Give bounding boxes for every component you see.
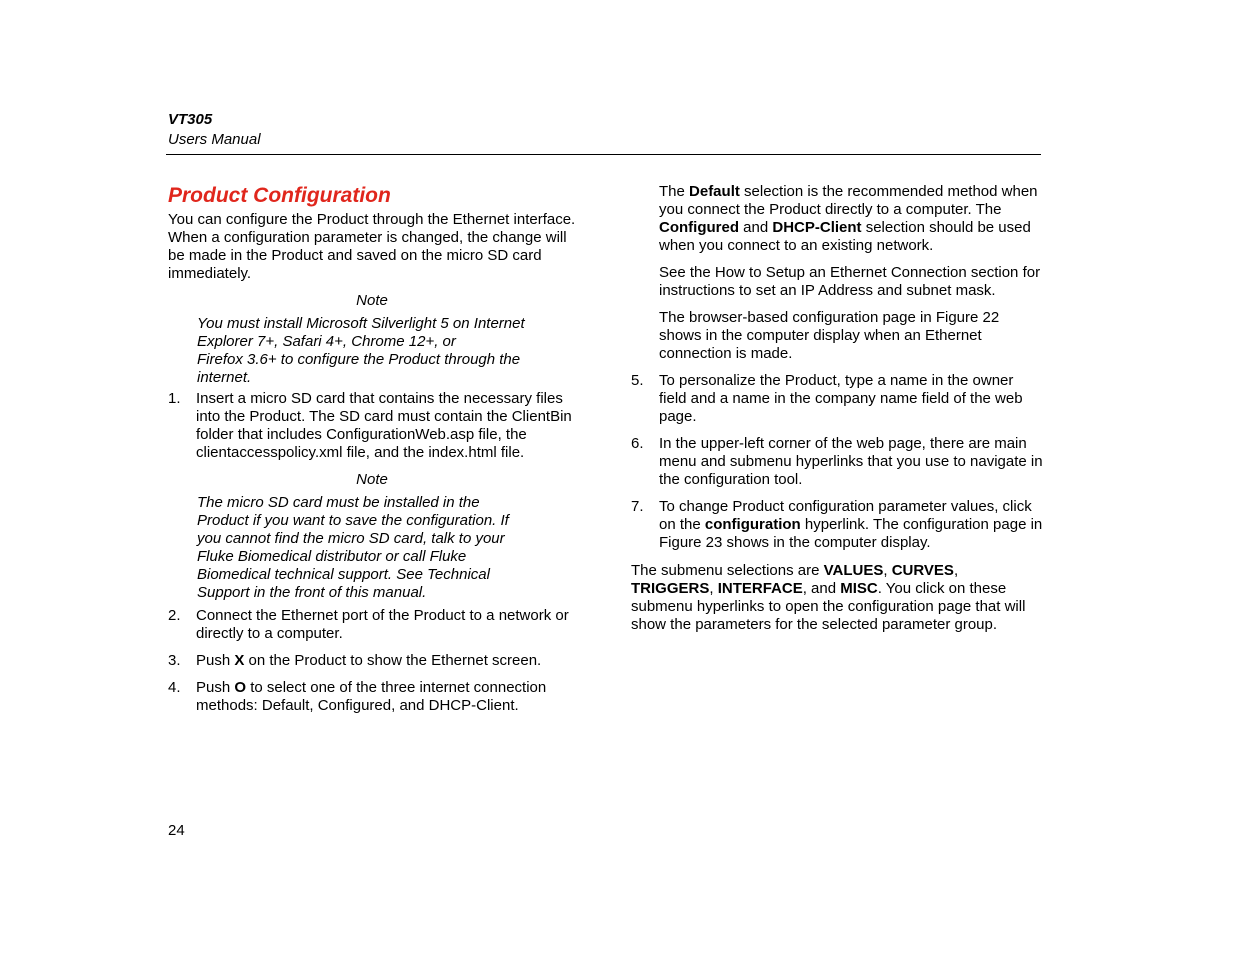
note-block-2 [168,471,576,602]
text-run: Push [196,652,235,669]
text-run: . You click on these submenu hyperlinks to open the configuration page that will show the parameters for the selected parameter group. [631,580,1026,633]
section-title: Product Configuration [168,184,391,207]
left-column [168,183,576,724]
header-rule [166,154,1041,155]
product-model: VT305 [168,111,213,128]
note-label: Note [356,471,388,488]
step-text: To personalize the Product, type a name in the owner field and a name in the company name field of the web page. [659,372,1023,425]
text-run: , [953,562,959,579]
step-2 [168,607,576,643]
manual-title: Users Manual [168,131,261,148]
step-5 [631,372,1043,426]
bold-term: MISC [840,580,878,597]
text-run: hyperlink. The configuration page in Figure 23 shows in the computer display. [659,516,1043,551]
note-line: Firefox 3.6+ to configure the Product through the internet. [197,351,521,386]
text-run: The submenu selections are [631,562,824,579]
step-1 [168,390,576,462]
step-number: 4. [168,679,181,696]
step-number: 3. [168,652,181,669]
step-number: 2. [168,607,181,624]
step-text [196,679,576,715]
step-text: In the upper-left corner of the web page, there are main menu and submenu hyperlinks that you use to navigate in the configuration tool. [659,435,1043,488]
figure22-paragraph: The browser-based configuration page in Figure 22 shows in the computer display when an Ethernet connection is made. [659,309,1000,362]
bold-term: DHCP-Client [772,219,862,236]
page-number: 24 [168,822,185,839]
text-run: , [709,580,718,597]
text-run: , and [802,580,841,597]
note-line: You must install Microsoft Silverlight 5 on Internet [197,315,525,332]
bold-term: configuration [704,516,801,533]
step-6 [631,435,1043,489]
text-run: The [659,183,690,200]
bold-term: TRIGGERS [631,580,710,597]
text-run: Push [196,679,235,696]
step-text: Connect the Ethernet port of the Product to a network or directly to a computer. [196,607,569,642]
step-4 [168,679,576,715]
ip-setup-paragraph: See the How to Setup an Ethernet Connection section for instructions to set an IP Address and subnet mask. [659,264,1041,299]
intro-paragraph: You can configure the Product through the Ethernet interface. When a configuration parameter is changed, the change will be made in the Product and saved on the micro SD card immediately. [168,211,576,282]
key-label: O [234,679,247,696]
text-run: selection should be used when you connect to an existing network. [659,219,1031,254]
text-run: and [739,219,773,236]
text-run: selection is the recommended method when you connect the Product directly to a computer. The [659,183,1038,218]
step-text: Insert a micro SD card that contains the necessary files into the Product. The SD card must contain the ClientBin folder that includes ConfigurationWeb.asp file, the clientaccesspolicy.xml file, and the index.html file. [196,390,572,461]
step-number: 1. [168,390,181,407]
step-7 [631,498,1043,552]
text-run: , [883,562,892,579]
note-text: The micro SD card must be installed in the Product if you want to save the configuration. If you cannot find the micro SD card, talk to your Fluke Biomedical distributor or call Fluke Biomedical technical support. See Technical Support in the front of this manual. [197,494,509,601]
step-number: 6. [631,435,644,452]
bold-term: Default [689,183,740,200]
bold-term: VALUES [823,562,884,579]
note-line: Explorer 7+, Safari 4+, Chrome 12+, or [197,333,456,350]
running-header [168,110,261,150]
note-block-1 [168,292,576,387]
bold-term: INTERFACE [717,580,803,597]
step-3 [168,652,576,670]
note-text [197,315,576,387]
key-label: X [234,652,245,669]
step-text [659,498,1043,552]
step-text [196,652,576,670]
bold-term: CURVES [891,562,954,579]
text-run: on the Product to show the Ethernet screen. [244,652,542,669]
default-selection-paragraph [659,183,1043,255]
right-column [631,183,1043,643]
bold-term: Configured [659,219,739,236]
step-number: 7. [631,498,644,515]
step-number: 5. [631,372,644,389]
note-label: Note [356,292,388,309]
submenu-paragraph [631,562,1043,634]
text-run: To change Product configuration parameter values, click on the [659,498,1032,533]
text-run: to select one of the three internet connection methods: Default, Configured, and DHCP-Client. [196,679,547,714]
